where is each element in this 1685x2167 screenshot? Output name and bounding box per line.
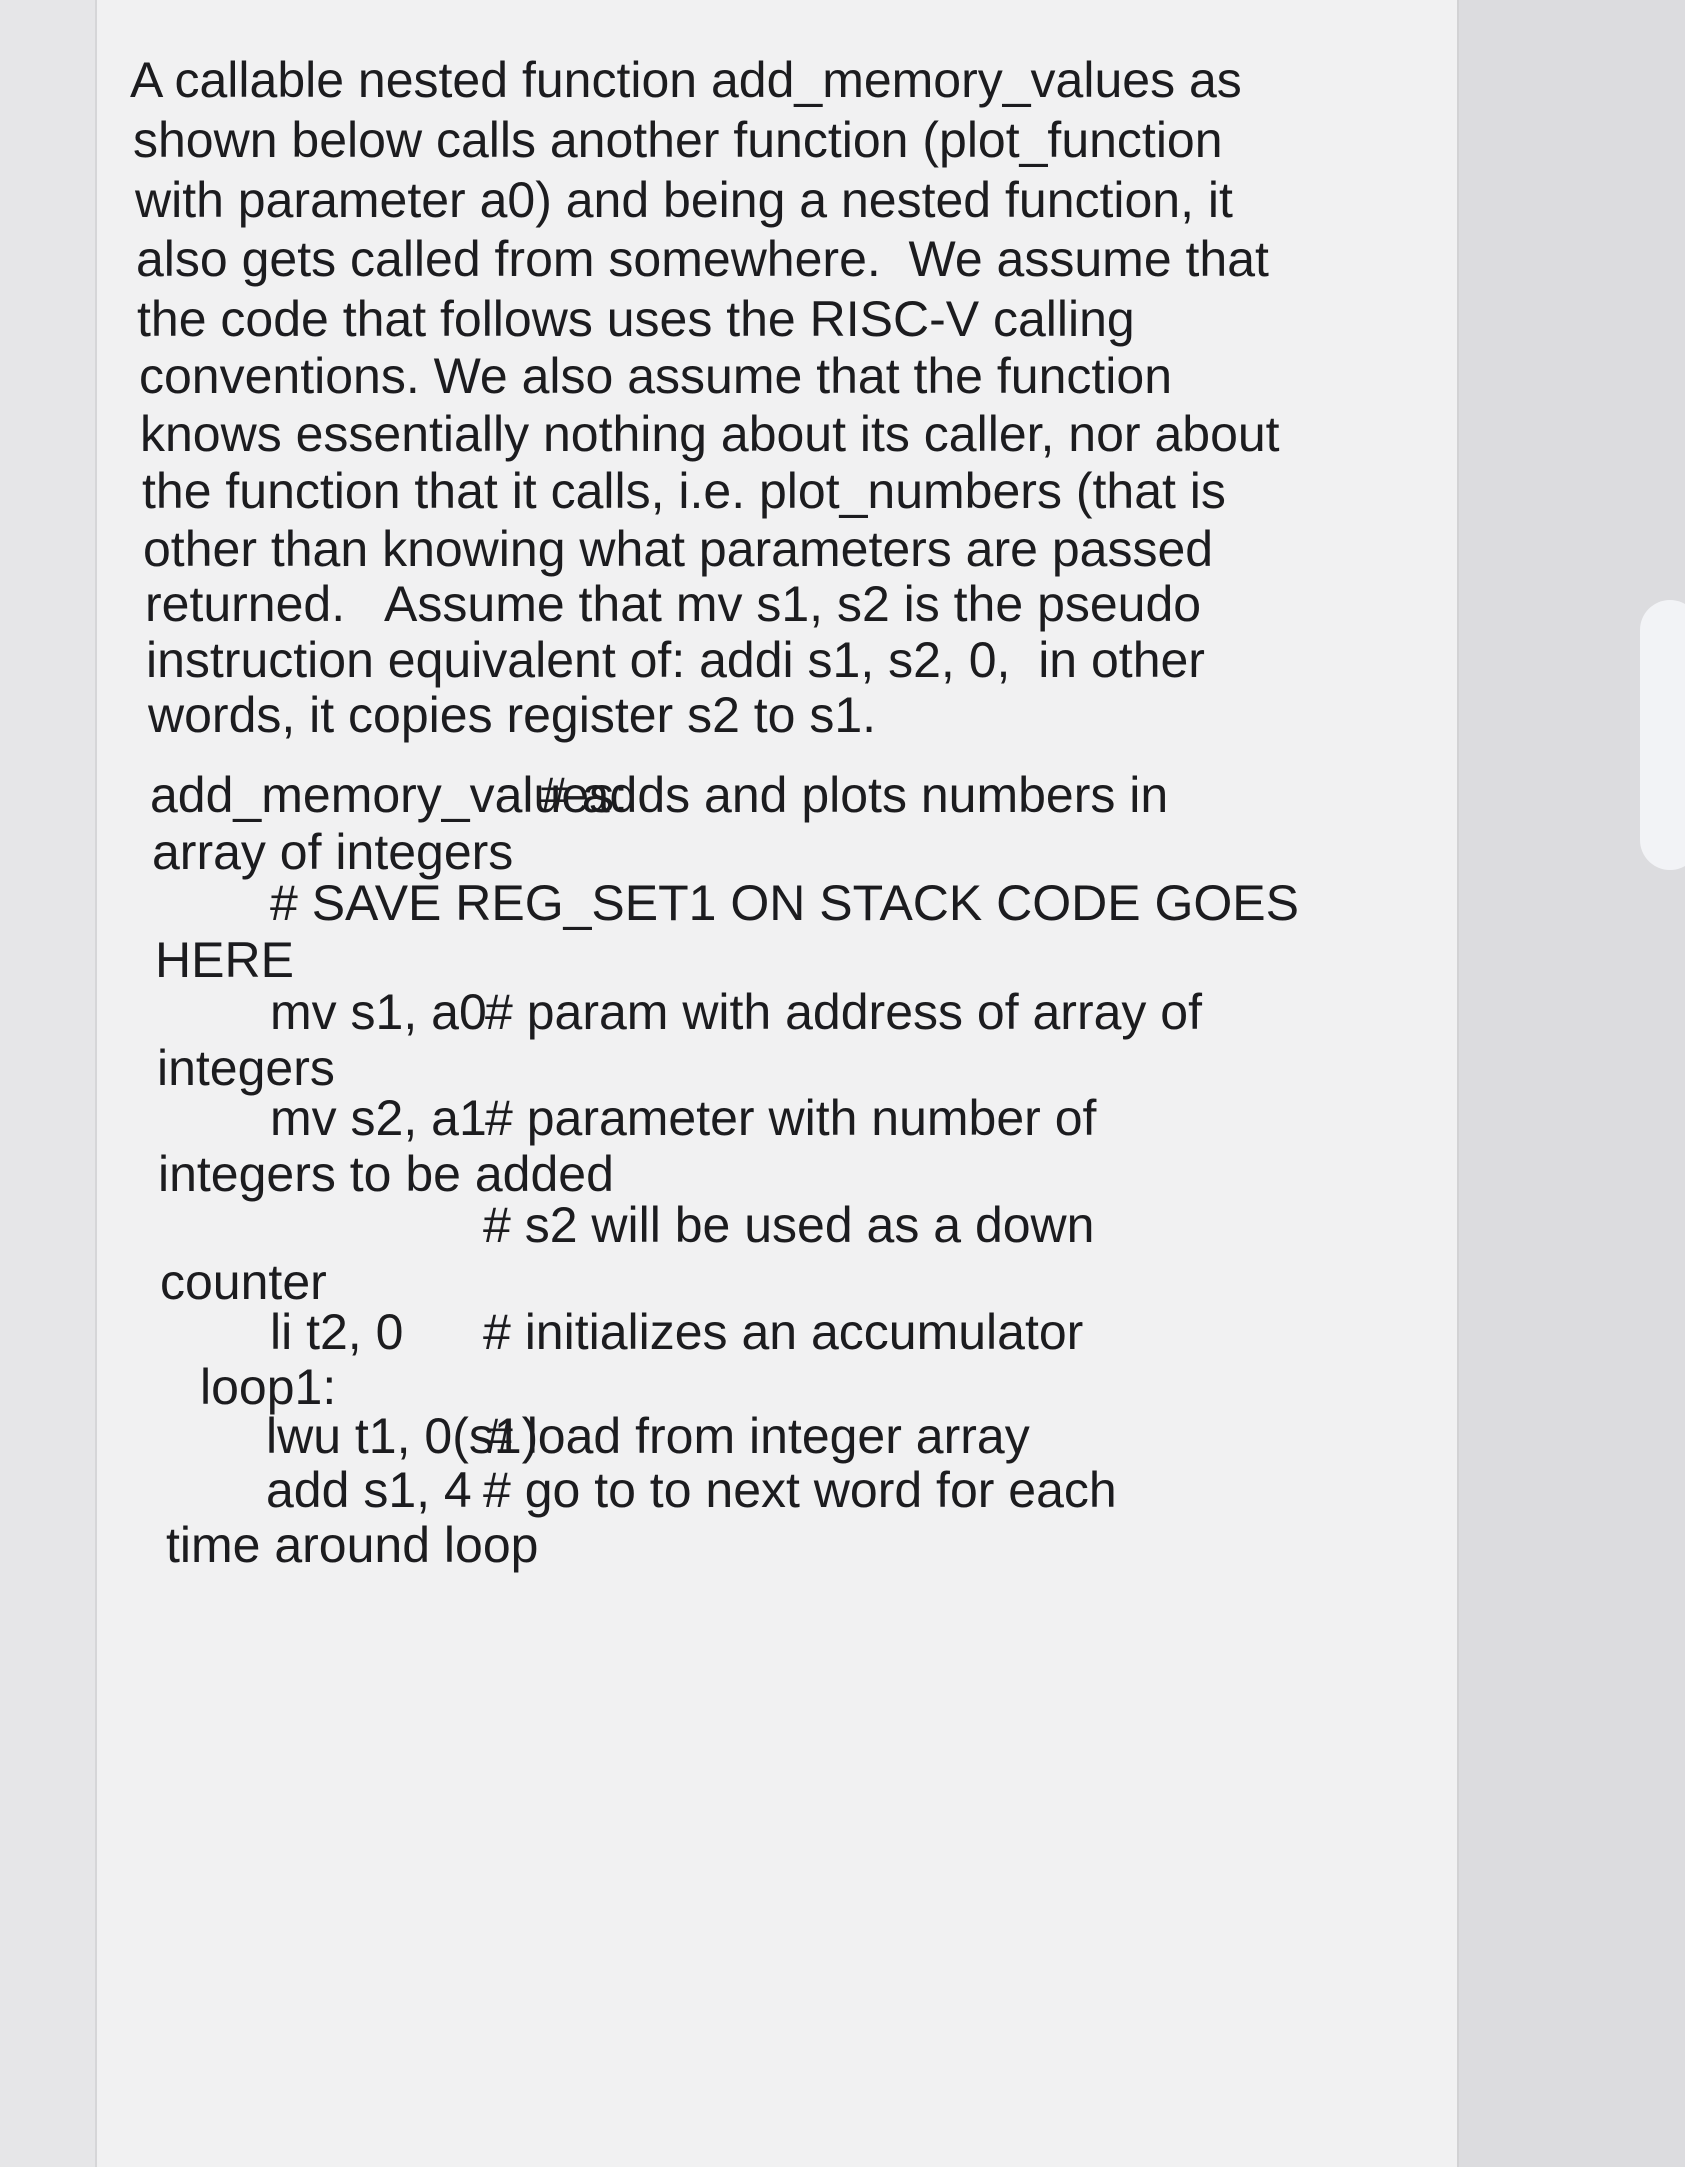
intro-line: shown below calls another function (plot_function [133,112,1223,168]
code-comment: # go to to next word for each [483,1462,1117,1518]
intro-line: the function that it calls, i.e. plot_numbers (that is [142,463,1226,519]
code-comment-wrap: counter [160,1254,327,1310]
code-comment: # initializes an accumulator [483,1304,1084,1360]
left-background [0,0,95,2167]
intro-line: instruction equivalent of: addi s1, s2, 0, in other [146,632,1205,688]
intro-line: words, it copies register s2 to s1. [148,687,877,743]
right-background [1459,0,1685,2167]
intro-line: other than knowing what parameters are passed [143,521,1214,577]
code-instruction: add s1, 4 [266,1462,472,1518]
code-comment-wrap: array of integers [152,824,514,880]
code-instruction: lwu t1, 0(s1) [266,1408,539,1464]
code-comment: # param with address of array of [485,984,1202,1040]
intro-line: with parameter a0) and being a nested function, it [135,172,1233,228]
code-comment: # adds and plots numbers in [540,767,1169,823]
intro-line: the code that follows uses the RISC-V calling [137,291,1135,347]
intro-line: A callable nested function add_memory_values as [130,52,1242,108]
code-instruction: mv s1, a0 [270,984,487,1040]
function-label: add_memory_values: [150,767,629,823]
intro-line: also gets called from somewhere. We assume that [136,231,1269,287]
code-comment: # SAVE REG_SET1 ON STACK CODE GOES [270,875,1299,931]
intro-line: conventions. We also assume that the function [139,348,1173,404]
code-comment: # s2 will be used as a down [483,1197,1095,1253]
code-comment-wrap: HERE [155,932,294,988]
code-comment-wrap: integers to be added [158,1146,614,1202]
code-comment: # load from integer array [485,1408,1030,1464]
code-instruction: li t2, 0 [270,1304,404,1360]
code-comment: # parameter with number of [485,1090,1097,1146]
screen-edge-glare [1640,600,1685,870]
code-comment-wrap: time around loop [166,1517,539,1573]
loop-label: loop1: [200,1359,337,1415]
code-instruction: mv s2, a1 [270,1090,487,1146]
intro-line: knows essentially nothing about its caller, nor about [140,406,1280,462]
code-comment-wrap: integers [157,1040,335,1096]
intro-line: returned. Assume that mv s1, s2 is the pseudo [145,576,1202,632]
